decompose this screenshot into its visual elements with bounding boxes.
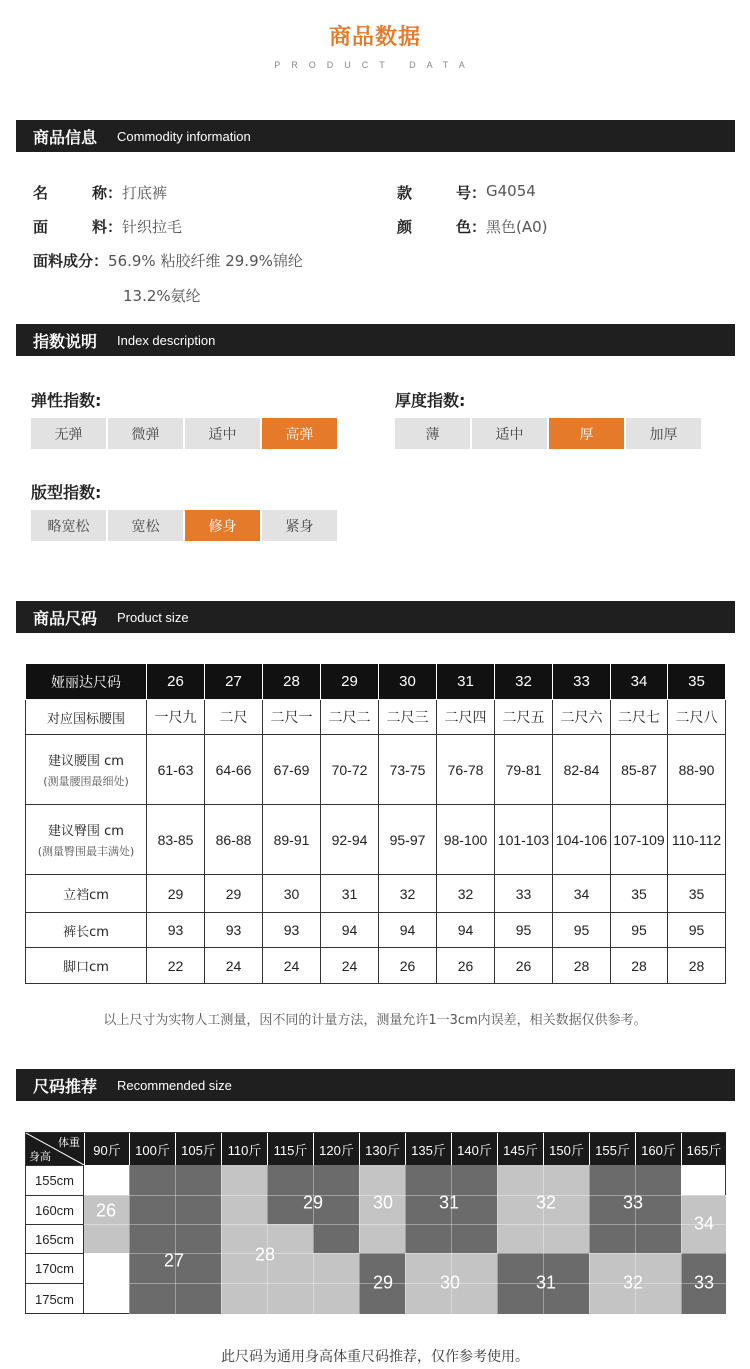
fit-index-title: 版型指数: bbox=[31, 483, 102, 502]
size-cell: 一尺九 bbox=[147, 700, 205, 735]
size-cell: 22 bbox=[147, 948, 205, 984]
recommend-size-label: 31 bbox=[535, 1272, 557, 1293]
size-cell: 26 bbox=[379, 948, 437, 984]
size-cell: 28 bbox=[611, 948, 668, 984]
size-cell: 88-90 bbox=[668, 735, 726, 805]
elastic-option: 无弹 bbox=[31, 418, 106, 449]
recommend-size-label: 32 bbox=[535, 1192, 557, 1213]
size-cell: 94 bbox=[437, 913, 495, 948]
size-cell: 93 bbox=[147, 913, 205, 948]
info-code-value: G4054 bbox=[486, 182, 536, 200]
elastic-index-title: 弹性指数: bbox=[31, 391, 102, 410]
size-row-label-text: 对应国标腰围 bbox=[46, 711, 125, 727]
size-cell: 二尺七 bbox=[611, 700, 668, 735]
recommend-block bbox=[221, 1224, 267, 1314]
corner-height-label: 身高 bbox=[29, 1150, 51, 1163]
size-cell: 95 bbox=[668, 913, 726, 948]
size-cell: 92-94 bbox=[321, 805, 379, 875]
size-header-cell: 30 bbox=[379, 664, 437, 700]
size-cell: 95 bbox=[495, 913, 553, 948]
size-cell: 24 bbox=[321, 948, 379, 984]
size-cell: 35 bbox=[668, 875, 726, 913]
size-cell: 107-109 bbox=[611, 805, 668, 875]
size-title: 商品尺码 bbox=[33, 608, 98, 628]
size-table-row bbox=[26, 700, 726, 735]
size-cell: 76-78 bbox=[437, 735, 495, 805]
info-color-key: 颜 色 bbox=[397, 218, 471, 236]
size-note: 以上尺寸为实物人工测量，因不同的计量方法，测量允许1一3cm内误差，相关数据仅供参考。 bbox=[103, 1013, 647, 1028]
elastic-index-options bbox=[31, 418, 337, 449]
thickness-option: 加厚 bbox=[626, 418, 701, 449]
size-cell: 26 bbox=[437, 948, 495, 984]
size-row-label bbox=[26, 700, 147, 735]
grid-line bbox=[175, 1165, 176, 1315]
size-cell: 32 bbox=[379, 875, 437, 913]
weight-header-cell: 120斤 bbox=[313, 1133, 359, 1165]
recommend-size-label: 32 bbox=[622, 1272, 644, 1293]
recommend-block bbox=[313, 1224, 359, 1253]
recommend-size-label: 33 bbox=[622, 1192, 644, 1213]
recommend-corner bbox=[26, 1133, 84, 1165]
recommend-title: 尺码推荐 bbox=[33, 1076, 98, 1096]
info-name-row: 名 称 ： 打底裤 bbox=[33, 184, 168, 202]
size-cell: 64-66 bbox=[205, 735, 263, 805]
recommend-size-label: 30 bbox=[372, 1192, 394, 1213]
size-cell: 110-112 bbox=[668, 805, 726, 875]
size-cell: 二尺六 bbox=[553, 700, 611, 735]
size-cell: 101-103 bbox=[495, 805, 553, 875]
size-header-cell: 34 bbox=[611, 664, 668, 700]
thickness-option: 厚 bbox=[549, 418, 624, 449]
size-cell: 73-75 bbox=[379, 735, 437, 805]
weight-header-cell: 150斤 bbox=[543, 1133, 589, 1165]
recommend-size-label: 27 bbox=[163, 1250, 185, 1271]
info-composition-row: 面料成分 ： 56.9% 粘胶纤维 29.9%锦纶 bbox=[33, 252, 303, 270]
size-cell: 85-87 bbox=[611, 735, 668, 805]
fit-option: 略宽松 bbox=[31, 510, 106, 541]
thickness-option: 适中 bbox=[472, 418, 547, 449]
fit-index-options bbox=[31, 510, 337, 541]
commodity-section-bar bbox=[16, 120, 735, 152]
size-cell: 二尺五 bbox=[495, 700, 553, 735]
thickness-index-options bbox=[395, 418, 701, 449]
commodity-title-en: Commodity information bbox=[117, 128, 251, 144]
info-code-key: 款 号 bbox=[397, 184, 471, 202]
size-cell: 29 bbox=[205, 875, 263, 913]
recommend-size-label: 30 bbox=[439, 1272, 461, 1293]
size-row-label bbox=[26, 805, 147, 875]
grid-line bbox=[313, 1165, 314, 1315]
size-table-row bbox=[26, 805, 726, 875]
size-row-note: (测量臀围最丰满处) bbox=[37, 845, 135, 858]
size-cell: 61-63 bbox=[147, 735, 205, 805]
info-fabric-key: 面 料 bbox=[33, 218, 107, 236]
recommend-section-bar bbox=[16, 1069, 735, 1101]
info-name-value: 打底裤 bbox=[122, 184, 168, 202]
size-cell: 24 bbox=[263, 948, 321, 984]
recommend-note: 此尺码为通用身高体重尺码推荐，仅作参考使用。 bbox=[221, 1349, 529, 1365]
weight-header-cell: 105斤 bbox=[175, 1133, 221, 1165]
size-cell: 二尺三 bbox=[379, 700, 437, 735]
size-header-cell: 28 bbox=[263, 664, 321, 700]
size-cell: 95-97 bbox=[379, 805, 437, 875]
weight-header-cell: 165斤 bbox=[681, 1133, 726, 1165]
weight-header-cell: 140斤 bbox=[451, 1133, 497, 1165]
fit-option: 宽松 bbox=[108, 510, 183, 541]
recommend-size-label: 29 bbox=[302, 1192, 324, 1213]
size-row-label bbox=[26, 948, 147, 984]
size-cell: 34 bbox=[553, 875, 611, 913]
weight-header-cell: 130斤 bbox=[359, 1133, 405, 1165]
size-cell: 95 bbox=[611, 913, 668, 948]
weight-header-cell: 145斤 bbox=[497, 1133, 543, 1165]
info-name-key: 名 称 bbox=[33, 184, 107, 202]
recommend-size-label: 26 bbox=[95, 1200, 117, 1221]
page-subtitle: PRODUCT DATA bbox=[274, 60, 476, 70]
elastic-option: 适中 bbox=[185, 418, 260, 449]
size-cell: 24 bbox=[205, 948, 263, 984]
thickness-option: 薄 bbox=[395, 418, 470, 449]
size-cell: 86-88 bbox=[205, 805, 263, 875]
info-composition-key: 面料成分 bbox=[33, 252, 94, 270]
size-table-row bbox=[26, 735, 726, 805]
size-header-cell: 35 bbox=[668, 664, 726, 700]
weight-header-cell: 155斤 bbox=[589, 1133, 635, 1165]
size-cell: 104-106 bbox=[553, 805, 611, 875]
weight-header-cell: 90斤 bbox=[84, 1133, 129, 1165]
size-cell: 98-100 bbox=[437, 805, 495, 875]
recommend-size-label: 29 bbox=[372, 1272, 394, 1293]
size-row-label bbox=[26, 913, 147, 948]
elastic-option: 高弹 bbox=[262, 418, 337, 449]
grid-line bbox=[497, 1165, 498, 1315]
grid-line bbox=[359, 1165, 360, 1315]
fit-option: 修身 bbox=[185, 510, 260, 541]
size-row-label-text: 脚口cm bbox=[63, 960, 109, 975]
size-header-cell: 26 bbox=[147, 664, 205, 700]
recommend-size-label: 33 bbox=[693, 1272, 715, 1293]
size-row-label-text: 裤长cm bbox=[63, 924, 109, 940]
fit-option: 紧身 bbox=[262, 510, 337, 541]
index-section-bar bbox=[16, 324, 735, 356]
size-table-row bbox=[26, 948, 726, 984]
size-header-label: 娅丽达尺码 bbox=[26, 664, 147, 700]
height-row-label: 175cm bbox=[26, 1283, 84, 1314]
size-section-bar bbox=[16, 601, 735, 633]
size-cell: 二尺四 bbox=[437, 700, 495, 735]
info-fabric-value: 针织拉毛 bbox=[122, 218, 183, 236]
size-cell: 95 bbox=[553, 913, 611, 948]
recommend-size-label: 31 bbox=[438, 1192, 460, 1213]
size-cell: 29 bbox=[147, 875, 205, 913]
size-header-row bbox=[26, 664, 726, 700]
recommend-size-label: 28 bbox=[254, 1244, 276, 1265]
info-composition-line2: 13.2%氨纶 bbox=[123, 287, 201, 305]
size-cell: 32 bbox=[437, 875, 495, 913]
size-cell: 93 bbox=[263, 913, 321, 948]
height-row-label: 165cm bbox=[26, 1224, 84, 1253]
size-row-label bbox=[26, 735, 147, 805]
size-header-cell: 31 bbox=[437, 664, 495, 700]
size-header-cell: 33 bbox=[553, 664, 611, 700]
size-row-label-text: 立裆cm bbox=[63, 888, 109, 903]
size-cell: 94 bbox=[379, 913, 437, 948]
size-cell: 89-91 bbox=[263, 805, 321, 875]
height-row-label: 160cm bbox=[26, 1195, 84, 1224]
weight-header-cell: 135斤 bbox=[405, 1133, 451, 1165]
size-cell: 26 bbox=[495, 948, 553, 984]
elastic-option: 微弹 bbox=[108, 418, 183, 449]
size-cell: 67-69 bbox=[263, 735, 321, 805]
size-row-label-text: 建议臀围 cm bbox=[48, 824, 124, 839]
size-header-cell: 32 bbox=[495, 664, 553, 700]
weight-header-cell: 115斤 bbox=[267, 1133, 313, 1165]
size-cell: 83-85 bbox=[147, 805, 205, 875]
size-cell: 28 bbox=[668, 948, 726, 984]
size-cell: 二尺八 bbox=[668, 700, 726, 735]
info-fabric-row: 面 料 ： 针织拉毛 bbox=[33, 218, 183, 236]
size-cell: 79-81 bbox=[495, 735, 553, 805]
grid-line bbox=[681, 1165, 682, 1315]
size-cell: 35 bbox=[611, 875, 668, 913]
page-title: 商品数据 bbox=[328, 25, 421, 50]
grid-line bbox=[221, 1165, 222, 1315]
size-cell: 93 bbox=[205, 913, 263, 948]
index-title: 指数说明 bbox=[33, 331, 98, 351]
info-composition-line1: 56.9% 粘胶纤维 29.9%锦纶 bbox=[108, 252, 303, 270]
corner-weight-label: 体重 bbox=[58, 1136, 80, 1149]
size-cell: 82-84 bbox=[553, 735, 611, 805]
size-cell: 28 bbox=[553, 948, 611, 984]
info-code-row: 款 号 ： G4054 bbox=[397, 182, 536, 202]
size-header-cell: 27 bbox=[205, 664, 263, 700]
size-cell: 二尺 bbox=[205, 700, 263, 735]
size-row-label-text: 建议腰围 cm bbox=[48, 754, 124, 769]
thickness-index-title: 厚度指数: bbox=[395, 391, 466, 410]
size-cell: 二尺一 bbox=[263, 700, 321, 735]
grid-line bbox=[129, 1165, 130, 1315]
weight-header-cell: 160斤 bbox=[635, 1133, 681, 1165]
size-table-row bbox=[26, 913, 726, 948]
weight-header-cell: 100斤 bbox=[129, 1133, 175, 1165]
recommend-grid bbox=[25, 1132, 726, 1314]
size-header-cell: 29 bbox=[321, 664, 379, 700]
grid-line bbox=[267, 1165, 268, 1315]
index-title-en: Index description bbox=[117, 332, 216, 348]
size-cell: 30 bbox=[263, 875, 321, 913]
size-row-label bbox=[26, 875, 147, 913]
grid-line bbox=[589, 1165, 590, 1315]
size-row-note: (测量腰围最细处) bbox=[43, 775, 129, 788]
size-cell: 二尺二 bbox=[321, 700, 379, 735]
height-row-label: 155cm bbox=[26, 1165, 84, 1195]
height-row-label: 170cm bbox=[26, 1253, 84, 1283]
size-cell: 33 bbox=[495, 875, 553, 913]
commodity-title: 商品信息 bbox=[33, 127, 98, 147]
recommend-title-en: Recommended size bbox=[117, 1077, 232, 1093]
size-table-row bbox=[26, 875, 726, 913]
recommend-size-label: 34 bbox=[693, 1213, 715, 1234]
size-table bbox=[25, 663, 726, 984]
info-color-value: 黑色(A0) bbox=[486, 218, 548, 236]
weight-header-cell: 110斤 bbox=[221, 1133, 267, 1165]
size-title-en: Product size bbox=[117, 609, 189, 625]
grid-line bbox=[84, 1224, 726, 1225]
size-cell: 70-72 bbox=[321, 735, 379, 805]
grid-line bbox=[405, 1165, 406, 1315]
size-cell: 94 bbox=[321, 913, 379, 948]
info-color-row: 颜 色 ： 黑色(A0) bbox=[397, 218, 548, 236]
size-cell: 31 bbox=[321, 875, 379, 913]
